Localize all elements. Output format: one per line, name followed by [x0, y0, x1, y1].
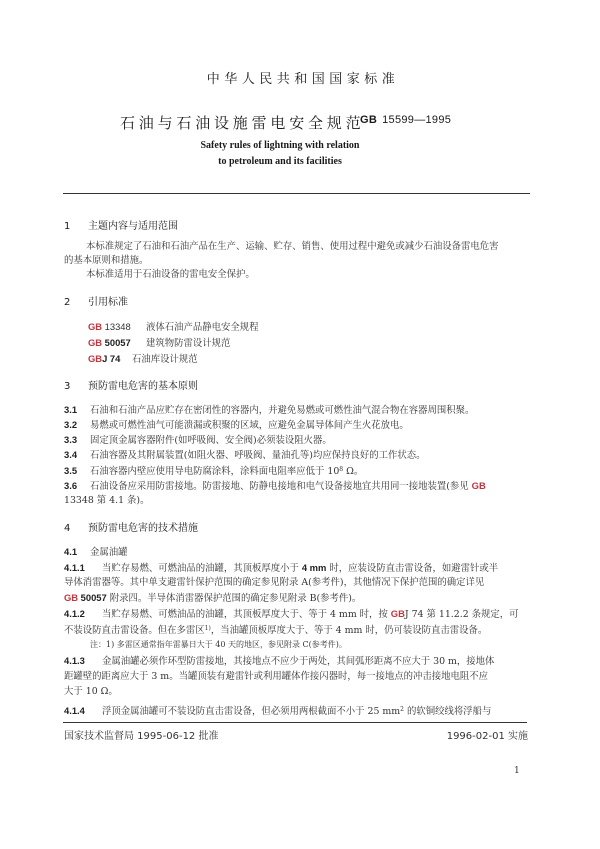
clause-3-4 — [64, 448, 425, 462]
section-number: 2 — [64, 297, 71, 308]
ref-number: J 74 — [102, 353, 121, 364]
clause-text: 易燃或可燃性油气可能溃漏或积聚的区域，应避免金属导体间产生火花放电。 — [90, 420, 409, 431]
ref-prefix: GB — [390, 608, 405, 619]
footnote-text: 注：1) 多雷区通常指年雷暴日大于 40 天的地区，参见附录 C(参考件)。 — [90, 640, 347, 649]
clause-number: 3.4 — [64, 449, 78, 460]
section-number: 3 — [64, 381, 71, 392]
measurement: 4 mm — [301, 562, 327, 573]
clause-number: 3.2 — [64, 419, 78, 430]
clause-4-1-4 — [64, 703, 491, 718]
clause-text: 距罐壁的距离应大于 3 m。当罐顶装有避雷针或利用罐体作接闪器时，每一接地点的冲击接地电阻不应 — [64, 671, 488, 682]
para-line: 本标准适用于石油设备的雷电安全保护。 — [86, 269, 255, 280]
clause-number: 4.1.3 — [64, 655, 85, 666]
clause-text: 当贮存易燃、可燃油品的油罐，其顶板厚度大于、等于 4 mm 时，按 — [102, 609, 391, 620]
section-heading-1 — [64, 217, 178, 232]
section-heading-3 — [64, 377, 198, 392]
document-title-cn: 石油与石油设施雷电安全规范 — [120, 114, 365, 132]
clause-text: 大于 10 Ω。 — [64, 686, 118, 697]
clause-number: 3.3 — [64, 434, 78, 445]
clause-number: 4.1.2 — [64, 608, 85, 619]
subsection-title: 金属油罐 — [90, 547, 128, 558]
standard-code-prefix: GB — [360, 114, 378, 126]
section-title: 主题内容与适用范围 — [88, 221, 178, 232]
header-divider — [63, 193, 530, 194]
title-en-line1: Safety rules of lightning with relation — [200, 140, 360, 151]
superscript-exponent: 2 — [400, 706, 404, 713]
clause-text: 石油设备应采用防雷接地。防雷接地、防静电接地和电气设备接地宜共用同一接地装置(参见 — [90, 481, 472, 492]
section-number: 4 — [64, 523, 71, 534]
clause-4-1-3 — [64, 654, 494, 668]
standard-code — [360, 114, 451, 126]
standard-code-number: 15599—1995 — [382, 114, 452, 126]
superscript-exponent: 8 — [339, 466, 344, 473]
clause-number: 4.1.1 — [64, 562, 85, 573]
section-title: 预防雷电危害的基本原则 — [88, 381, 198, 392]
section-1-paragraph-1 — [64, 240, 534, 253]
footer-divider — [63, 722, 527, 723]
reference-item — [88, 351, 198, 365]
ref-number: 50057 — [78, 592, 107, 603]
clause-3-6 — [64, 479, 486, 493]
clause-text: Ω。 — [343, 466, 364, 477]
section-heading-4 — [64, 519, 198, 534]
page-number: 1 — [514, 766, 520, 776]
clause-number: 3.5 — [64, 465, 78, 476]
ref-prefix: GB — [88, 321, 103, 332]
clause-3-6-cont — [64, 494, 149, 507]
clause-text: 固定顶金属容器附件(如呼吸阀、安全阀)必须装设阻火器。 — [90, 435, 332, 446]
subsection-number: 4.1 — [64, 546, 78, 557]
clause-4-1-3-line3 — [64, 685, 118, 698]
para-line: 本标准规定了石油和石油产品在生产、运输、贮存、销售、使用过程中避免或减少石油设备雷电危害 — [86, 241, 499, 252]
section-1-paragraph-2 — [64, 268, 534, 281]
ref-prefix: GB — [88, 337, 103, 348]
clause-4-1-1 — [64, 561, 498, 575]
clause-text: 石油容器及其附属装置(如阻火器、呼吸阀、量油孔等)均应保持良好的工作状态。 — [90, 450, 426, 461]
clause-text: ，当油罐顶板厚度大于、等于 4 mm 时，仍可装设防直击雷设备。 — [210, 625, 488, 636]
clause-4-1-1-line2 — [64, 576, 484, 589]
clause-text: 浮顶金属油罐可不装设防直击雷设备，但必须用两根截面不小于 25 mm — [102, 706, 401, 717]
national-standard-label: 中华人民共和国国家标准 — [206, 72, 400, 87]
ref-prefix: GB — [88, 353, 103, 364]
clause-text: 不装设防直击雷设备。但在多雷区 — [64, 625, 205, 636]
ref-prefix: GB — [471, 480, 486, 491]
section-title: 引用标准 — [88, 297, 128, 308]
ref-title: 液体石油产品静电安全规程 — [146, 322, 259, 333]
clause-3-3 — [64, 433, 332, 447]
footnote-marker: 1) — [204, 625, 211, 632]
clause-text: 时，应装设防直击雷设备，如避雷针或半 — [326, 563, 499, 574]
section-1-paragraph-1-cont — [64, 254, 534, 267]
clause-text: 石油和石油产品应贮存在密闭性的容器内，并避免易燃或可燃性油气混合物在容器周围积聚。 — [90, 405, 475, 416]
reference-item — [88, 319, 259, 333]
clause-4-1-2-line2 — [64, 622, 487, 637]
ref-number: 50057 — [102, 337, 131, 348]
clause-text: 导体消雷器等。其中单支避雷针保护范围的确定参见附录 A(参考件)，其他情况下保护范围的确定详见 — [64, 577, 485, 588]
clause-text: 当贮存易燃、可燃油品的油罐，其顶板厚度小于 — [102, 563, 302, 574]
clause-3-2 — [64, 418, 409, 432]
clause-text: J 74 第 11.2.2 条规定，可 — [404, 609, 519, 620]
clause-4-1-1-line3 — [64, 591, 361, 605]
clause-number: 3.1 — [64, 404, 78, 415]
clause-4-1-2 — [64, 607, 519, 621]
clause-text: 金属油罐必须作环型防雷接地，其接地点不应少于两处，其间弧形距离不应大于 30 m，接地体 — [102, 656, 495, 667]
ref-title: 建筑物防雷设计规范 — [146, 338, 231, 349]
clause-number: 3.6 — [64, 480, 78, 491]
ref-prefix: GB — [64, 592, 79, 603]
section-heading-2 — [64, 293, 128, 308]
ref-title: 石油库设计规范 — [132, 354, 198, 365]
subsection-4-1 — [64, 545, 128, 559]
ref-number: 13348 — [102, 321, 131, 332]
clause-4-1-3-line2 — [64, 670, 488, 683]
clause-3-5 — [64, 463, 363, 478]
clause-text: 附录四。半导体消雷器保护范围的确定参见附录 B(参考件)。 — [106, 593, 362, 604]
approval-date: 国家技术监督局 1995-06-12 批准 — [64, 731, 219, 742]
section-title: 预防雷电危害的技术措施 — [88, 523, 198, 534]
clause-3-1 — [64, 403, 474, 417]
para-line: 的基本原则和措施。 — [64, 255, 149, 266]
clause-text: 石油容器内壁应使用导电防腐涂料，涂料面电阻率应低于 10 — [90, 466, 340, 477]
reference-item — [88, 335, 230, 349]
title-en-line2: to petroleum and its facilities — [218, 156, 342, 167]
clause-number: 4.1.4 — [64, 705, 85, 716]
section-number: 1 — [64, 221, 71, 232]
document-title-en — [0, 138, 560, 170]
footnote — [90, 639, 347, 650]
clause-text: 13348 第 4.1 条)。 — [64, 495, 150, 506]
clause-text: 的软铜绞线将浮船与 — [404, 706, 492, 717]
effective-date: 1996-02-01 实施 — [446, 731, 528, 742]
